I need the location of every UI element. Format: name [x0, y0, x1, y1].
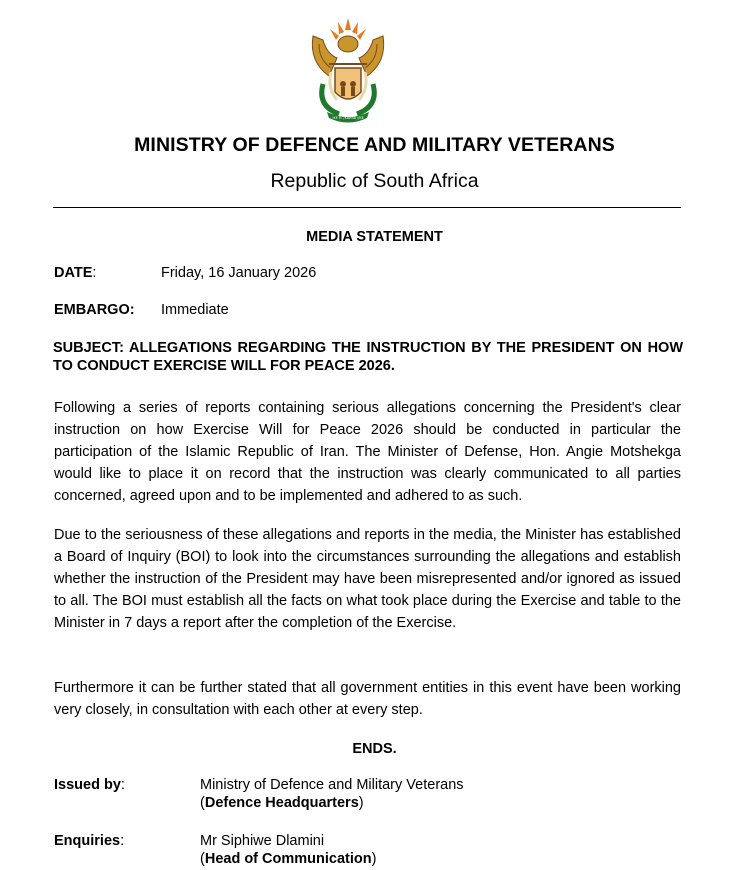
- enquiries-label: Enquiries:: [54, 833, 125, 849]
- ministry-title: MINISTRY OF DEFENCE AND MILITARY VETERANS: [134, 134, 615, 156]
- body-paragraph-1: Following a series of reports containing serious allegations concerning the President's clear instruction on how Exercise Will for Peace 2026 should be conducted in particular the participation of the Islamic Republic of Iran. The Minister of Defense, Hon. Angie Motshekga would like to place it on record that the instruction was clearly communicated to all parties concerned, agreed upon and to be implemented and adhered to as such.: [54, 400, 681, 504]
- issued-by-label: Issued by:: [54, 777, 125, 793]
- coat-of-arms-icon: [305, 14, 391, 126]
- enquiries-value: [200, 832, 376, 868]
- issued-by-unit: (Defence Headquarters): [200, 795, 364, 811]
- country-subtitle: Republic of South Africa: [270, 170, 479, 192]
- subject-line: SUBJECT: ALLEGATIONS REGARDING THE INSTRUCTION BY THE PRESIDENT ON HOW TO CONDUCT EXERCISE WILL FOR PEACE 2026.: [53, 340, 683, 374]
- embargo-label: EMBARGO:: [54, 302, 135, 318]
- embargo-value: Immediate: [161, 302, 229, 318]
- motto-text: !KE E: /XARRA //KE: [332, 116, 364, 120]
- body-paragraph-3: Furthermore it can be further stated that all government entities in this event have been working very closely, in consultation with each other at every step.: [54, 680, 681, 718]
- enquiries-name: Mr Siphiwe Dlamini: [200, 833, 325, 849]
- issued-by-value: [200, 776, 464, 812]
- media-statement-heading: MEDIA STATEMENT: [306, 229, 443, 245]
- body-paragraph-2: Due to the seriousness of these allegations and reports in the media, the Minister has established a Board of Inquiry (BOI) to look into the circumstances surrounding the allegations and establish whether the instruction of the President may have been misrepresented and/or ignored as issued to all. The BOI must establish all the facts on what took place during the Exercise and table to the Minister in 7 days a report after the completion of the Exercise.: [54, 527, 681, 631]
- enquiries-role: (Head of Communication): [200, 851, 377, 867]
- header-divider: [53, 207, 681, 208]
- issued-by-name: Ministry of Defence and Military Veterans: [200, 777, 464, 793]
- date-value: Friday, 16 January 2026: [161, 265, 317, 281]
- date-label: DATE:: [54, 265, 97, 281]
- ends-marker: ENDS.: [352, 741, 397, 757]
